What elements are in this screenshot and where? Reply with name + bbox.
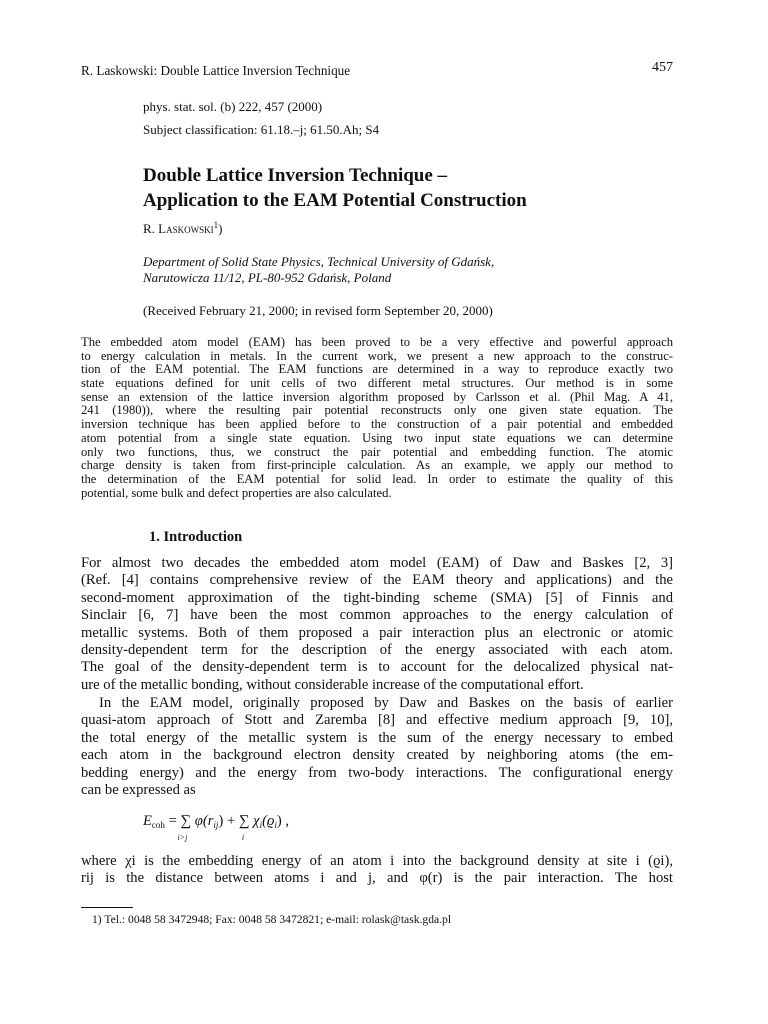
- paragraph-line: ure of the metallic bonding, without considerable increase of the computational effort.: [81, 676, 584, 693]
- abstract: [81, 336, 673, 500]
- paragraph-line: the total energy of the metallic system is the sum of the energy necessary to embed: [81, 729, 673, 746]
- pair-term-close: ) +: [218, 813, 239, 829]
- abstract-line: state equations defined for unit cells of two different metal structures. Our method is in some: [81, 376, 673, 391]
- paragraph-line: In the EAM model, originally proposed by Daw and Baskes on the basis of earlier: [99, 695, 673, 711]
- abstract-line: 241 (1980)), where the resulting pair potential reconstructs only one given state equation. The: [81, 403, 673, 418]
- abstract-line: atom potential from a single state equation. Using two input state equations we can determine: [81, 430, 673, 445]
- paragraph-2: [81, 695, 673, 799]
- abstract-line: only two functions, thus, we construct the pair potential and embedding function. The atomic: [81, 444, 673, 459]
- paper-title-line-1: Double Lattice Inversion Technique –: [143, 165, 448, 186]
- paragraph-line: Sinclair [6, 7] have been the most common approaches to the energy calculation of: [81, 607, 673, 624]
- paragraph-line: metallic systems. Both of them proposed a pair interaction plus an electronic or atomic: [81, 624, 673, 641]
- abstract-line: sense an extension of the lattice inversion algorithm proposed by Carlsson et al. (Phil Mag. A 41,: [81, 389, 673, 404]
- equation-lhs: E: [143, 813, 152, 829]
- page-number: 457: [652, 60, 673, 75]
- author-footnote-mark: 1: [213, 220, 219, 230]
- paragraph-line: bedding energy) and the energy from two-body interactions. The configurational energy: [81, 764, 673, 781]
- sum-symbol: ∑: [180, 813, 192, 829]
- equation-cohesive-energy: [143, 813, 290, 842]
- embedding-term-subscript: i: [259, 820, 263, 830]
- paper-title: [143, 163, 527, 213]
- paragraph-3: [81, 853, 673, 888]
- footnote-rule: [81, 907, 133, 908]
- footnote-mark: 1): [92, 913, 102, 926]
- sum-index: i: [241, 833, 245, 842]
- affiliation-line-2: Narutowicza 11/12, PL-80-952 Gdańsk, Poland: [143, 270, 392, 285]
- abstract-line: the determination of the EAM potential for solid lead. In order to estimate the quality of this: [81, 471, 673, 486]
- paragraph-line: (Ref. [4] contains comprehensive review of the EAM theory and applications) and the: [81, 572, 673, 589]
- abstract-line: charge density is taken from first-principle calculation. As an example, we apply our method to: [81, 458, 673, 473]
- equation-lhs-subscript: coh: [151, 820, 165, 830]
- footnote: [92, 913, 451, 926]
- author: [143, 221, 222, 237]
- author-footnote-close: ): [218, 221, 223, 236]
- embedding-term-close: ) ,: [276, 813, 290, 829]
- embedding-term-argument-subscript: i: [274, 820, 277, 830]
- footnote-text: Tel.: 0048 58 3472948; Fax: 0048 58 3472821; e-mail: rolask@task.gda.pl: [101, 913, 452, 926]
- affiliation-line-1: Department of Solid State Physics, Technical University of Gdańsk,: [143, 254, 495, 269]
- subject-classification: Subject classification: 61.18.–j; 61.50.Ah; S4: [143, 122, 380, 137]
- sum-symbol: ∑: [238, 813, 250, 829]
- paragraph-line: each atom in the background electron density created by neighboring atoms (the em-: [81, 747, 673, 764]
- paragraph-line: can be expressed as: [81, 781, 196, 798]
- sum-index: i>j: [177, 833, 188, 842]
- affiliation: [143, 254, 494, 286]
- paragraph-line: density-dependent term for the description of the energy associated with each atom.: [81, 641, 673, 658]
- paragraph-line: where χi is the embedding energy of an atom i into the background density at site i (ϱi),: [81, 853, 673, 869]
- paragraph-line: For almost two decades the embedded atom model (EAM) of Daw and Baskes [2, 3]: [81, 555, 673, 571]
- paragraph-line: The goal of the density-dependent term is to account for the delocalized physical nat-: [81, 659, 673, 676]
- pair-term-subscript: ij: [213, 820, 219, 830]
- journal-reference: phys. stat. sol. (b) 222, 457 (2000): [143, 99, 323, 114]
- running-head: [81, 60, 673, 81]
- author-name: R. Laskowski: [143, 221, 214, 236]
- paragraph-line: quasi-atom approach of Stott and Zaremba [8] and effective medium approach [9, 10],: [81, 712, 673, 729]
- running-title: R. Laskowski: Double Lattice Inversion Technique: [81, 63, 351, 78]
- paragraph-line: second-moment approximation of the tight-binding scheme (SMA) [5] of Finnis and: [81, 589, 673, 606]
- paper-title-line-2: Application to the EAM Potential Construction: [143, 190, 527, 211]
- embedding-term-argument: (ϱ: [262, 813, 275, 829]
- equation-equals: =: [164, 813, 181, 829]
- abstract-line: tion of the EAM potential. The EAM functions are determined in a way to reproduce exactly two: [81, 362, 673, 377]
- abstract-line: potential, some bulk and defect properties are also calculated.: [81, 485, 392, 500]
- embedding-term: χ: [249, 813, 260, 829]
- paragraph-1: [81, 555, 673, 694]
- abstract-line: The embedded atom model (EAM) has been proved to be a very effective and powerful approach: [81, 335, 673, 349]
- abstract-line: inversion technique has been applied before to the construction of a pair potential and embedded: [81, 417, 673, 432]
- abstract-line: to energy calculation in metals. In the current work, we present a new approach to the construc-: [81, 348, 673, 363]
- section-heading-introduction: 1. Introduction: [149, 529, 243, 545]
- received-dates: (Received February 21, 2000; in revised form September 20, 2000): [143, 303, 493, 318]
- paragraph-line: rij is the distance between atoms i and j, and φ(r) is the pair interaction. The host: [81, 870, 673, 887]
- pair-term: φ(r: [191, 813, 214, 829]
